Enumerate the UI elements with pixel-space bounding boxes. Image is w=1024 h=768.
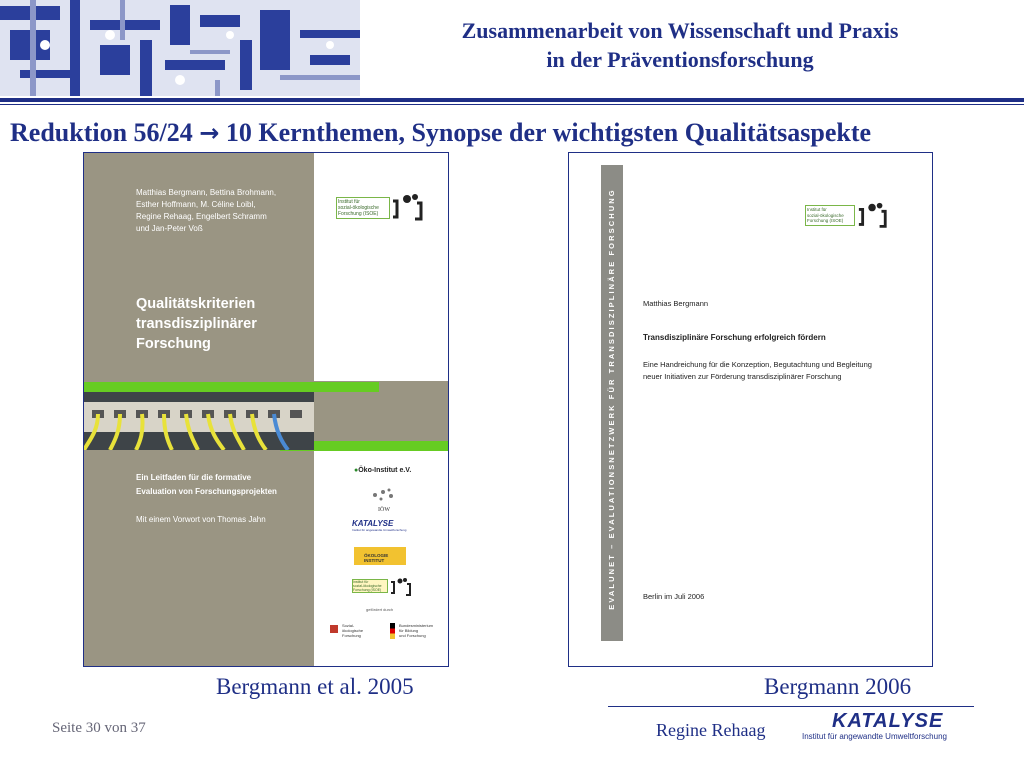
book1-authors: Matthias Bergmann, Bettina Brohmann, Esther Hoffmann, M. Céline Loibl, Regine Rehaag, Engelbert Schramm und Jan-Peter Voß <box>136 188 277 233</box>
caption-book-2006: Bergmann 2006 <box>764 674 912 699</box>
oekologie-institut-logo: ÖKOLOGIE INSTITUT <box>354 547 406 565</box>
isoe-logo-small: Institut für sozial-ökologische Forschung (ISOE) <box>352 577 414 597</box>
heading-part2: 10 Kernthemen, Synopse der wichtigsten Qualitätsaspekte <box>225 118 872 147</box>
book1-foreword: Mit einem Vorwort von Thomas Jahn <box>136 515 266 524</box>
header-title-line2: in der Präventionsforschung <box>546 47 814 72</box>
isoe-mark-small-icon <box>390 577 412 597</box>
leaf-icon: ● <box>354 467 359 474</box>
iow-mark-icon <box>369 488 399 502</box>
isoe-logo: Institut für sozial-ökologische Forschung (ISOE) <box>336 193 426 225</box>
header-divider-thin <box>0 104 1024 105</box>
book2-subtitle: Eine Handreichung für die Konzeption, Begutachtung und Begleitung neuer Initiativen zur Förderung transdisziplinärer Forschung <box>643 360 872 381</box>
caption-book-2005: Bergmann et al. 2005 <box>216 674 414 699</box>
book2-author: Matthias Bergmann <box>643 299 709 308</box>
footer-divider <box>608 706 974 707</box>
eagle-icon <box>390 623 395 639</box>
book1-title: Qualitätskriterien transdisziplinärer Forschung <box>136 296 257 352</box>
circuit-board-image <box>0 0 360 96</box>
isoe-mark-icon <box>391 193 425 223</box>
sozoek-logo: Sozial- ökologische Forschung <box>330 623 363 638</box>
green-stripe-top <box>84 382 379 392</box>
katalyse-logo-small: KATALYSE Institut für angewandte Umweltforschung <box>352 519 407 532</box>
bmbf-logo: Bundesministerium für Bildung und Forschung <box>390 623 433 638</box>
presenter-name: Regine Rehaag <box>656 720 766 740</box>
sozoek-mark-icon <box>330 625 338 633</box>
book1-subtitle: Ein Leitfaden für die formative Evaluation von Forschungsprojekten <box>136 473 277 496</box>
oeko-institut-logo: ●Öko-Institut e.V. <box>354 467 412 474</box>
iow-logo: IÖW <box>369 488 399 510</box>
book2-title: Transdisziplinäre Forschung erfolgreich fördern <box>643 333 826 342</box>
page-number: Seite 30 von 37 <box>52 720 146 736</box>
network-cables-photo <box>84 392 314 450</box>
isoe-mark-2006-icon <box>857 201 889 231</box>
header-title <box>330 16 1024 74</box>
heading-part1: Reduktion 56/24 <box>10 118 193 147</box>
arrow-icon: → <box>199 119 220 147</box>
book-cover-2006 <box>568 152 933 667</box>
funded-by-label: gefördert durch <box>366 607 394 612</box>
book2-place-date: Berlin im Juli 2006 <box>643 592 705 601</box>
header-divider <box>0 98 1024 102</box>
spine-text: EVALUNET – EVALUATIONSNETZWERK FÜR TRANSDISZIPLINÄRE FORSCHUNG <box>607 188 616 610</box>
header-title-line1: Zusammenarbeit von Wissenschaft und Praxis <box>461 18 899 43</box>
book-cover-2005 <box>83 152 449 667</box>
slide-heading <box>10 118 1020 148</box>
katalyse-footer-logo: KATALYSE Institut für angewandte Umweltforschung <box>802 710 947 741</box>
isoe-logo-2006: Institut für sozial-ökologische Forschung (ISOE) <box>805 199 895 231</box>
